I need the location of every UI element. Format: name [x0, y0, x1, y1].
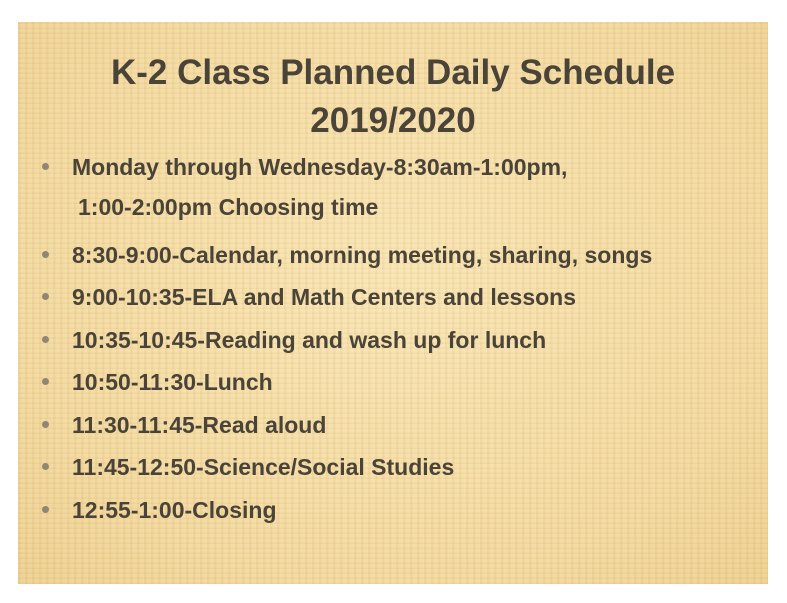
list-item-continuation: 1:00-2:00pm Choosing time [78, 194, 379, 220]
bullet-icon [42, 336, 49, 343]
list-item-text: 11:45-12:50-Science/Social Studies [72, 454, 455, 480]
bullet-icon [42, 251, 49, 258]
list-item-text: 8:30-9:00-Calendar, morning meeting, sharing, songs [72, 242, 653, 268]
bullet-icon [42, 463, 49, 470]
bullet-icon [42, 378, 49, 385]
bullet-icon [42, 421, 49, 428]
bullet-icon [42, 293, 49, 300]
bullet-icon [42, 506, 49, 513]
list-item-text: 11:30-11:45-Read aloud [72, 412, 327, 438]
list-item-text: 10:50-11:30-Lunch [72, 369, 273, 395]
schedule-slide [18, 22, 768, 584]
slide-subtitle-year: 2019/2020 [310, 101, 476, 140]
list-item-text: 12:55-1:00-Closing [72, 497, 277, 523]
list-item-text: 10:35-10:45-Reading and wash up for lunch [72, 327, 547, 353]
bullet-icon [42, 163, 49, 170]
list-item-text: 9:00-10:35-ELA and Math Centers and lessons [72, 284, 577, 310]
list-item-text: Monday through Wednesday-8:30am-1:00pm, [72, 154, 568, 180]
slide-title: K-2 Class Planned Daily Schedule [110, 53, 676, 92]
